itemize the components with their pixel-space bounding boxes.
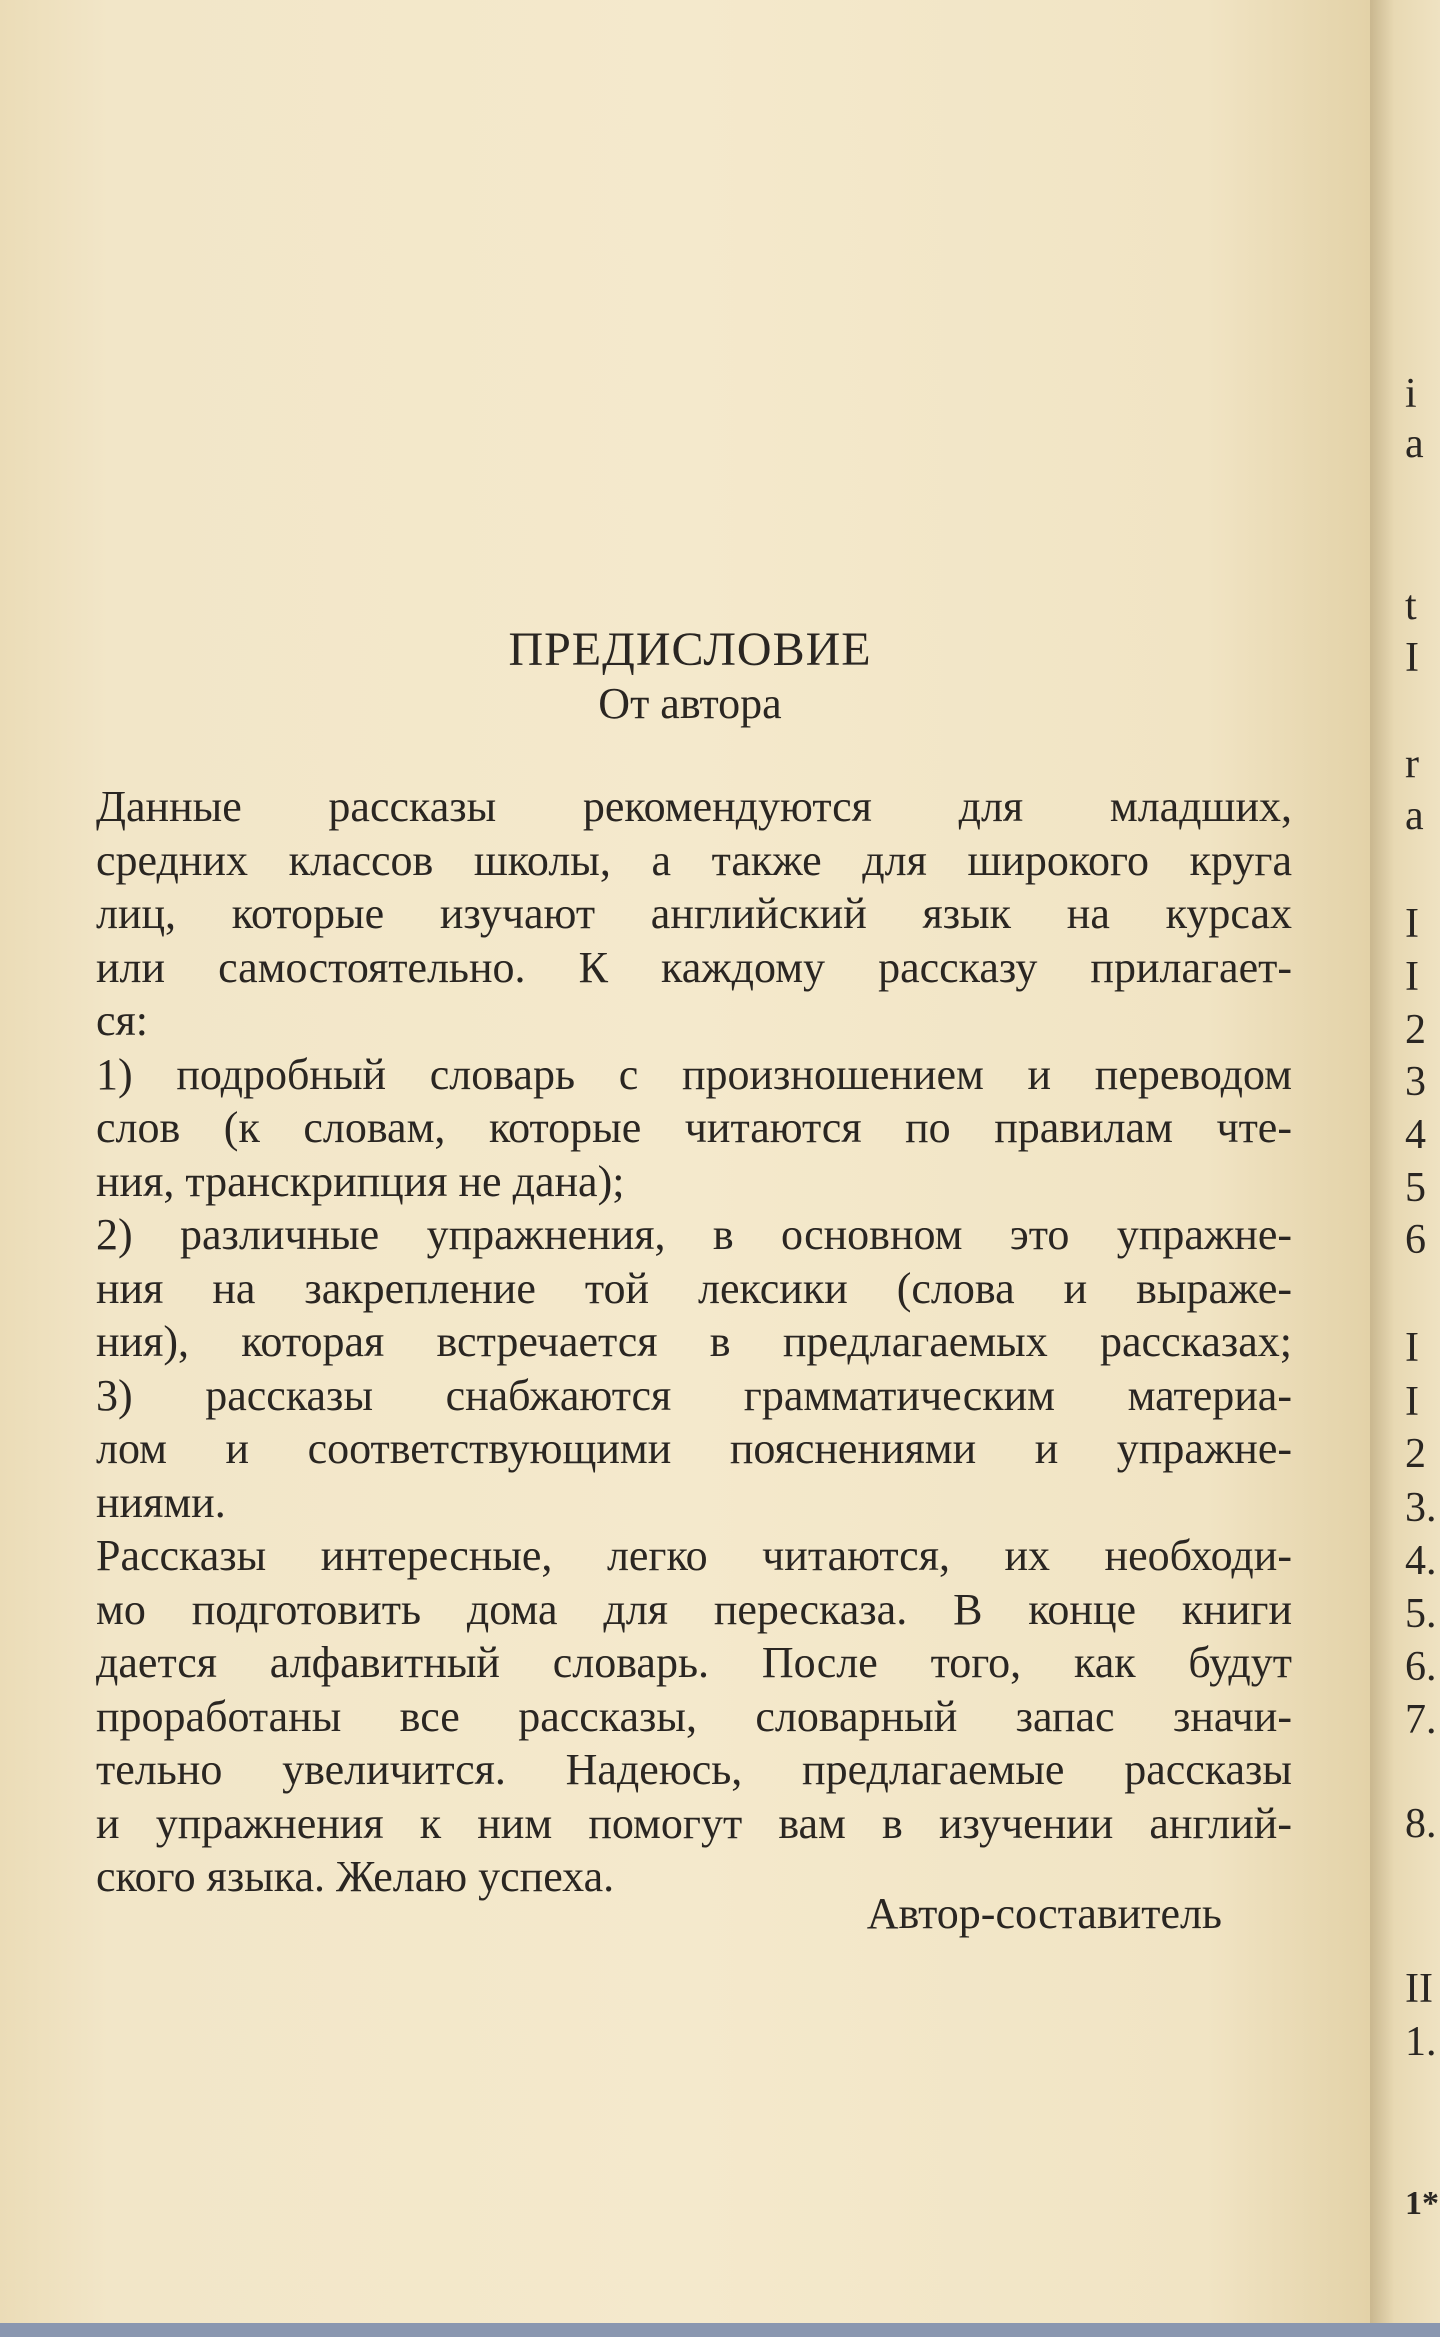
edge-fragment: I: [1405, 954, 1419, 1000]
author-signature: Автор-составитель: [866, 1889, 1222, 1938]
edge-fragment: r: [1405, 741, 1419, 787]
edge-fragment: 5: [1405, 1165, 1426, 1211]
text-line: мо подготовить дома для пересказа. В конце книги: [96, 1584, 1292, 1634]
text-line: проработаны все рассказы, словарный запас значи-: [96, 1691, 1292, 1741]
text-line: ния), которая встречается в предлагаемых рассказах;: [96, 1317, 1292, 1366]
edge-fragment: 1*: [1405, 2185, 1439, 2222]
text-line: лом и соответствующими пояснениями и упражне-: [96, 1424, 1292, 1473]
edge-fragment: 4: [1405, 1112, 1426, 1158]
scan-bottom-edge: [0, 2323, 1440, 2337]
edge-fragment: 2: [1405, 1007, 1426, 1053]
text-line: Рассказы интересные, легко читаются, их необходи-: [96, 1531, 1292, 1580]
page-subtitle: От автора: [598, 679, 782, 728]
edge-fragment: I: [1405, 1325, 1419, 1371]
text-line: средних классов школы, а также для широкого круга: [96, 835, 1292, 885]
edge-fragment: i: [1405, 371, 1417, 417]
text-line: Данные рассказы рекомендуются для младших,: [96, 782, 1292, 831]
edge-fragment: 2: [1405, 1431, 1426, 1477]
edge-fragment: 4.: [1405, 1538, 1437, 1584]
text-line: 3) рассказы снабжаются грамматическим материа-: [96, 1370, 1292, 1420]
page-title: ПРЕДИСЛОВИЕ: [508, 623, 872, 676]
text-line: ниями.: [96, 1477, 226, 1527]
edge-fragment: 3: [1405, 1059, 1426, 1105]
text-line: ния, транскрипция не дана);: [96, 1156, 625, 1206]
edge-fragment: 1.: [1405, 2019, 1437, 2065]
text-line: лиц, которые изучают английский язык на курсах: [96, 889, 1292, 938]
text-line: 1) подробный словарь с произношением и переводом: [96, 1049, 1292, 1099]
edge-fragment: 3.: [1405, 1485, 1437, 1531]
text-line: ся:: [96, 996, 148, 1045]
text-line: ния на закрепление той лексики (слова и выраже-: [96, 1263, 1292, 1313]
text-line: ского языка. Желаю успеха.: [96, 1852, 615, 1901]
preface-body: [96, 780, 1292, 1904]
edge-fragment: 8.: [1405, 1801, 1437, 1847]
text-line: или самостоятельно. К каждому рассказу прилагает-: [96, 942, 1292, 992]
edge-fragment: 6.: [1405, 1644, 1437, 1690]
edge-fragment: I: [1405, 901, 1419, 947]
edge-fragment: a: [1405, 421, 1424, 467]
edge-fragment: I: [1405, 1379, 1419, 1425]
text-line: дается алфавитный словарь. После того, как будут: [96, 1638, 1292, 1687]
edge-fragment: a: [1405, 793, 1424, 839]
edge-fragment: t: [1405, 583, 1417, 629]
edge-fragment: 6: [1405, 1217, 1426, 1263]
edge-fragment: 7.: [1405, 1697, 1437, 1743]
text-line: и упражнения к ним помогут вам в изучении англий-: [96, 1798, 1292, 1848]
text-line: слов (к словам, которые читаются по правилам чте-: [96, 1103, 1292, 1152]
text-line: тельно увеличится. Надеюсь, предлагаемые рассказы: [96, 1745, 1292, 1794]
edge-fragment: II: [1405, 1966, 1433, 2012]
text-line: 2) различные упражнения, в основном это упражне-: [96, 1210, 1292, 1259]
edge-fragment: 5.: [1405, 1591, 1437, 1637]
edge-fragment: I: [1405, 635, 1419, 681]
